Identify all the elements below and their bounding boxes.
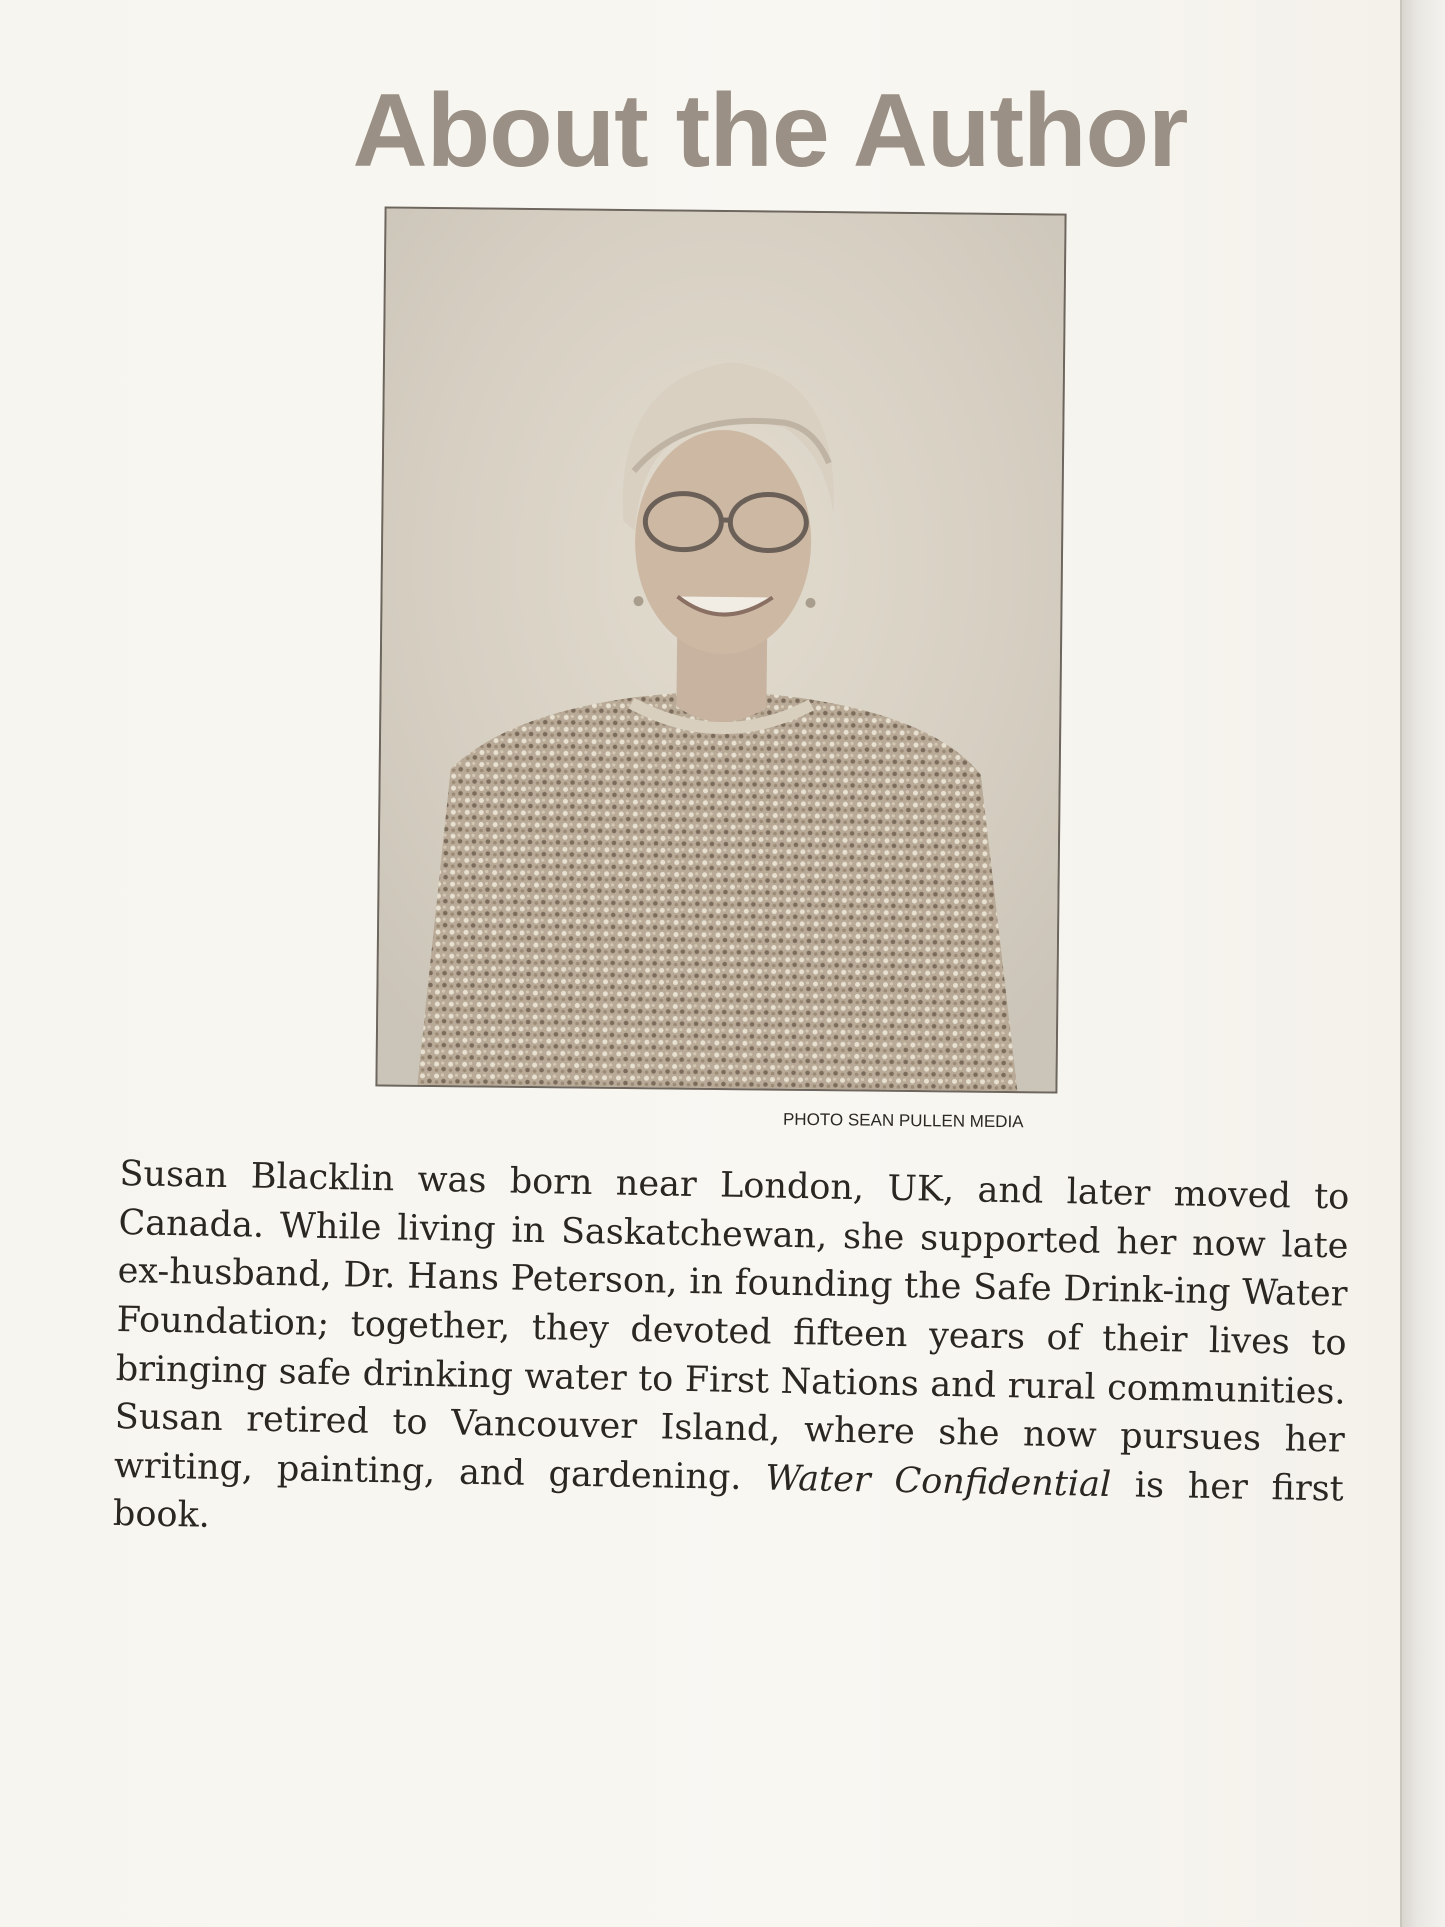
photo-credit: PHOTO SEAN PULLEN MEDIA bbox=[782, 1109, 1024, 1132]
author-bio bbox=[113, 1150, 1350, 1563]
author-portrait-illustration bbox=[377, 208, 1064, 1091]
author-photo bbox=[375, 206, 1066, 1093]
bio-text-end: is her first book. bbox=[112, 1464, 1345, 1537]
page-title: About the Author bbox=[352, 73, 1188, 189]
page-edge bbox=[1400, 0, 1445, 1927]
bio-text-start: Susan Blacklin was born near London, UK, and later moved to Canada. While living in Saskatchewan, she supported her now late ex-husband, Dr. Hans Peterson, in founding the Safe Drink-ing Water Foundation; together, they devoted fifteen years of their lives to bringing safe drinking water to First Nations and rural communities. Susan retired to Vancouver Island, where she now pursues her writing, painting, and gardening. bbox=[113, 1153, 1350, 1499]
book-title: Water Confidential bbox=[764, 1458, 1112, 1505]
